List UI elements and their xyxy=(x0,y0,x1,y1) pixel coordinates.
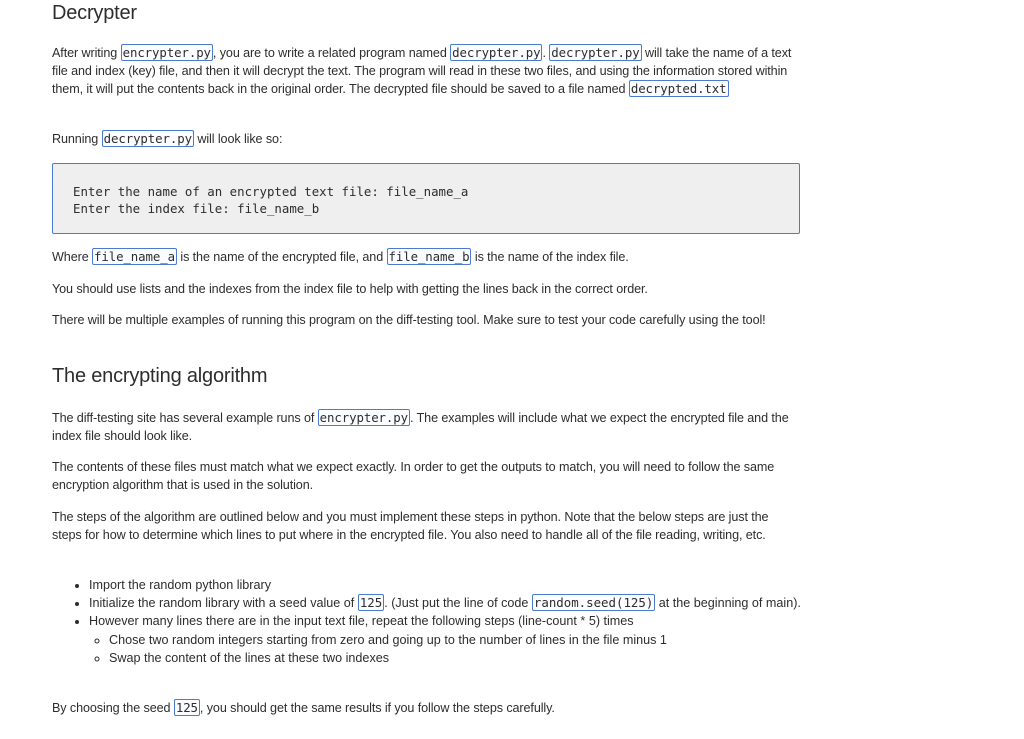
inline-code: 125 xyxy=(359,595,383,611)
code-block xyxy=(52,163,800,234)
steps-list xyxy=(72,576,809,667)
examples-paragraph: The diff-testing site has several example runs of encrypter.py . The examples will include what we expect the encrypted file and the index file should look like. xyxy=(52,410,789,444)
sub-list xyxy=(89,631,809,667)
list-item: • However many lines there are in the input text file, repeat the following steps (line-count * 5) times ◦ Chose two random integers starting from zero and going up to the number of lines in the file minus 1 ◦ Swap the content of the lines at these two indexes xyxy=(89,612,809,667)
steps-paragraph: The steps of the algorithm are outlined below and you must implement these steps in python. Note that the below steps are just the steps for how to determine which lines to put where in the encrypted file. You also need to handle all of the file reading, writing, etc. xyxy=(52,510,769,543)
inline-code: encrypter.py xyxy=(122,45,211,60)
lists-paragraph: You should use lists and the indexes from the index file to help with getting the lines back in the correct order. xyxy=(52,282,648,296)
running-paragraph: Running decrypter.py will look like so: xyxy=(52,131,283,146)
inline-code: 125 xyxy=(175,700,198,715)
inline-code: decrypter.py xyxy=(103,131,192,146)
inline-code: encrypter.py xyxy=(319,410,408,425)
inline-code: decrypted.txt xyxy=(630,81,727,97)
final-paragraph: By choosing the seed 125 , you should get the same results if you follow the steps carefully. xyxy=(52,700,555,715)
inline-code: file_name_b xyxy=(388,249,470,264)
inline-code: decrypter.py xyxy=(452,45,541,60)
inline-code: file_name_a xyxy=(94,249,175,264)
list-item: • Import the random python library xyxy=(89,576,809,594)
code-line: Enter the name of an encrypted text file: file_name_a xyxy=(73,184,469,199)
list-item: • Initialize the random library with a seed value of 125 . (Just put the line of code random.seed(125) at the beginning of main). xyxy=(89,594,809,612)
page-title: Decrypter xyxy=(52,2,137,24)
sub-list-item: ◦ Swap the content of the lines at these two indexes xyxy=(109,649,809,667)
code-line: Enter the index file: file_name_b xyxy=(73,201,320,216)
inline-code: random.seed(125) xyxy=(533,595,654,611)
intro-paragraph: After writing encrypter.py , you are to write a related program named decrypter.py . decrypter.py will take the name of a text file and index (key) file, and then it will decrypt the text. The program will read in these two files, and using the information stored within them, it will put the contents back in the original order. The decrypted file should be saved to a file named decrypted.txt xyxy=(52,45,792,97)
multi-examples-paragraph: There will be multiple examples of running this program on the diff-testing tool. Make sure to test your code carefully using the tool! xyxy=(52,313,766,327)
inline-code: decrypter.py xyxy=(551,45,640,60)
section-title: The encrypting algorithm xyxy=(52,365,268,387)
sub-list-item: ◦ Chose two random integers starting from zero and going up to the number of lines in the file minus 1 xyxy=(109,631,809,649)
where-paragraph: Where file_name_a is the name of the encrypted file, and file_name_b is the name of the index file. xyxy=(52,249,629,264)
contents-paragraph: The contents of these files must match what we expect exactly. In order to get the outputs to match, you will need to follow the same encryption algorithm that is used in the solution. xyxy=(52,460,775,493)
